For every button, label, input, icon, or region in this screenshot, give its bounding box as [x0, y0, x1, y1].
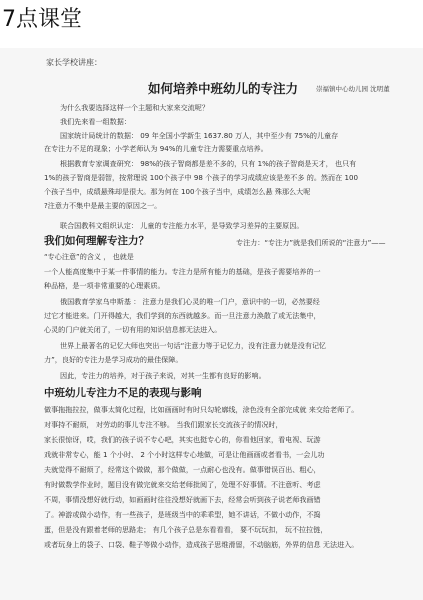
page-heading: 7点课堂: [2, 7, 82, 32]
text-line: 了。神游或做小动作，有一些孩子，是班级当中的乖乖型，她不讲话，不做小动作，不捣: [44, 510, 321, 519]
text-line: 个孩子当中，成绩悬殊却是很大。那为何在 100个孩子当中，成绩怎么悬 殊那么大呢: [44, 187, 311, 196]
text-line: 专注力：“专注力”就是我们所说的“注意力”——: [236, 238, 386, 247]
section-heading: 我们如何理解专注力？: [44, 235, 149, 247]
text-line: 不周，事情没想好就行动，如画画时往往没想好就画下去，经常会听到孩子说老师我画错: [44, 495, 321, 504]
text-line: 或者玩身上的袋子、口袋、鞋子等做小动作，造成孩子思维滑留，不动脑筋，外界的信息 无法进入。: [44, 540, 359, 549]
text-line: 对事持不耐烦， 对劳动的事儿专注不够。 当我们跟家长交流孩子的情况时，: [44, 420, 283, 429]
text-line: ?注意力不集中是最主要的原因之一。: [44, 201, 162, 210]
text-line: 根据教育专家调查研究： 98%的孩子智商都是差不多的，只有 1%的孩子智商是天才， 也只有: [60, 159, 357, 168]
text-line: 夫就觉得不耐烦了，经常这个做做，那个做做，一点耐心也没有。做事错误百出、粗心，: [44, 465, 321, 474]
text-line: 我们先来看一组数据：: [60, 117, 131, 126]
text-line: 有时做数学作业时，题目没有做完就来交给老师批阅了，处理不好事情。不注意听、考虑: [44, 480, 321, 489]
text-line: 为什么我要选择这样一个主题和大家来交流呢？: [60, 103, 209, 112]
text-line: 世界上最著名的记忆大师也突出一句话“注意力等于记忆力，没有注意力就是没有记忆: [60, 341, 327, 350]
text-line: “专心注意”的含义 ， 也就是: [44, 252, 134, 261]
text-line: 做事拖拖拉拉，做事太简化过程，比如画画时有时只勾轮廓线，涂色没有全部完成就 来交给老师了。: [44, 405, 359, 414]
section-heading: 中班幼儿专注力不足的表现与影响: [44, 387, 202, 399]
text-line: 心灵的门户就关闭了，一切有用的知识信息都无法进入。: [44, 325, 222, 334]
text-line: 过它才能进来。门开得越大，我们学到的东西就越多。而一旦注意力涣散了或无法集中，: [44, 311, 321, 320]
text-line: 种品格，是一项非常重要的心理素质。: [44, 281, 165, 290]
text-line: 俄国教育学家乌申斯基 ： 注意力是我们心灵的唯一门户，意识中的一切，必然要经: [60, 297, 320, 306]
lecture-header: 家长学校讲座：: [46, 58, 102, 67]
text-line: 力”，良好的专注力是学习成功的最佳保障。: [44, 355, 183, 364]
document-image: [0, 48, 423, 600]
document-title: 如何培养中班幼儿的专注力: [148, 81, 299, 96]
document-byline: 崇福镇中心幼儿园 沈明董: [316, 85, 390, 93]
text-line: 在专注力不足的现象；小学老师认为 94%的儿童专注力需要重点培养。: [44, 144, 268, 153]
text-line: 戏就非常专心，能 1 个小时、 2 个小时这样专心地做，可是让他画画或者看书，一会儿功: [44, 450, 325, 459]
text-line: 联合国教科文组织认定： 儿童的专注能力水平，是导致学习差异的主要原因。: [60, 221, 304, 230]
text-line: 1%的孩子智商是弱智，按常理说 100个孩子中 98 个孩子的学习成绩应该是差不多 的。然而在 100: [44, 173, 359, 182]
text-line: 一个人能高度集中于某一件事情的能力。专注力是所有能力的基础，是孩子需要培养的一: [44, 267, 321, 276]
text-line: 国家统计局统计的数据： 09 年全国小学新生 1637.80 万人，其中至少有 75%的儿童存: [60, 131, 339, 140]
text-line: 蛋，但是没有跟着老师的思路走； 有几个孩子总是东看看看， 要不玩玩扣， 玩不拉拉链，: [44, 525, 328, 534]
text-line: 家长很惊讶，哎，我们的孩子说不专心吧，其实也挺专心的，你看他回家，看电视、玩游: [44, 435, 321, 444]
text-line: 因此，专注力的培养，对于孩子来说，对其一生都有良好的影响。: [60, 371, 266, 380]
